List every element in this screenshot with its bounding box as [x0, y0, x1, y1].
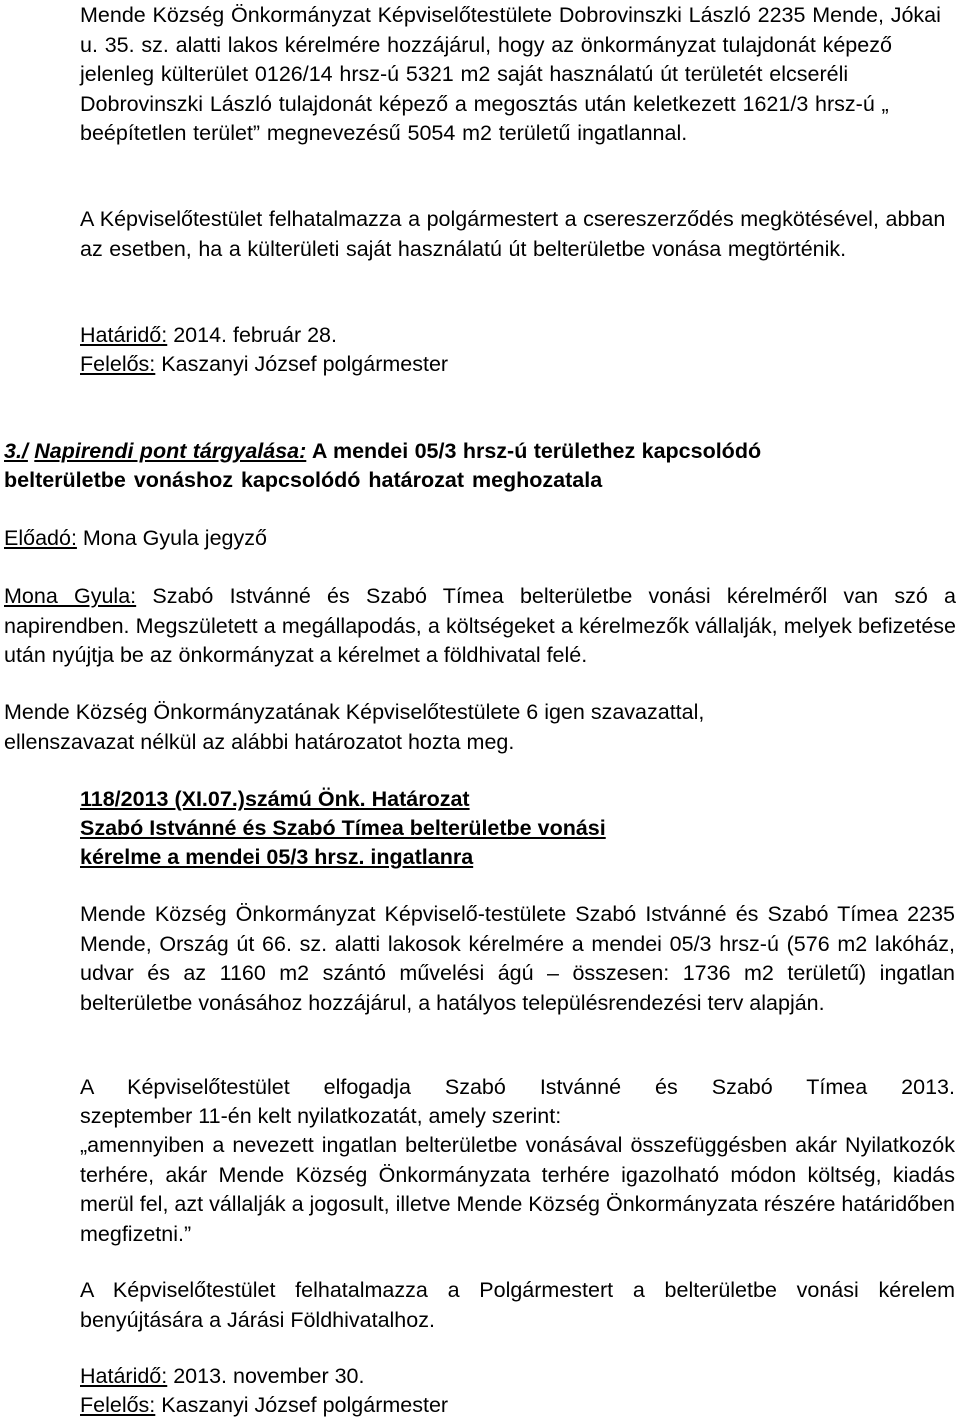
agenda-label: Napirendi pont tárgyalása:	[34, 439, 307, 463]
deadline-value: 2014. február 28.	[167, 323, 337, 347]
deadline-line	[80, 321, 955, 351]
resolution-paragraph-2-line2: szeptember 11-én kelt nyilatkozatát, amely szerint:	[80, 1104, 562, 1128]
responsible-label: Felelős:	[80, 352, 156, 376]
resolution-quote: „amennyiben a nevezett ingatlan belterületbe vonásával összefüggésben akár Nyilatkozók terhére, akár Mende Község Önkormányzata terhére igazolható módon költség, kiadás merül fel, azt vállalják a jogosult, illetve Mende Község Önkormányzata részére határidőben megfizetni.”	[80, 1133, 955, 1246]
agenda-number: 3./	[4, 439, 28, 463]
agenda-title: A mendei 05/3 hrsz-ú területhez kapcsolódó	[306, 439, 762, 463]
presenter-label: Előadó:	[4, 526, 77, 550]
resolution-deadline-label: Határidő:	[80, 1364, 168, 1388]
resolution-deadline-line	[80, 1362, 955, 1392]
resolution-subject-line1: Szabó Istvánné és Szabó Tímea belterületbe vonási	[80, 816, 606, 840]
resolution-responsible-value: Kaszanyi József polgármester	[155, 1393, 449, 1417]
resolution-deadline-value: 2013. november 30.	[167, 1364, 365, 1388]
responsible-value: Kaszanyi József polgármester	[155, 352, 449, 376]
resolution-body-paragraph: Mende Község Önkormányzat Képviselőtestülete Dobrovinszki László 2235 Mende, Jókai u. 35. sz. alatti lakos kérelmére hozzájárul, hogy az önkormányzat tulajdonát képező jelenleg külterület 0126/14 hrsz-ú 5321 m2 saját használatú út területét elcseréli Dobrovinszki László tulajdonát képező a megosztás után keletkezett 1621/3 hrsz-ú „ beépítetlen terület” megnevezésű 5054 m2 területű ingatlannal.	[80, 3, 941, 145]
speaker-paragraph	[4, 582, 956, 671]
resolution-number: 118/2013 (XI.07.)számú Önk. Határozat	[80, 787, 470, 811]
presenter-line	[4, 524, 956, 554]
vote-paragraph: Mende Község Önkormányzatának Képviselőtestülete 6 igen szavazattal, ellenszavazat nélkül az alábbi határozatot hozta meg.	[4, 700, 705, 754]
resolution-paragraph-2-line1: A Képviselőtestület elfogadja Szabó Istvánné és Szabó Tímea 2013.	[80, 1075, 955, 1099]
resolution-paragraph-1: Mende Község Önkormányzat Képviselő-testülete Szabó Istvánné és Szabó Tímea 2235 Mende, Ország út 66. sz. alatti lakosok kérelmére a mendei 05/3 hrsz-ú (576 m2 lakóház, udvar és az 1160 m2 szántó művelési ágú – összesen: 1736 m2 területű) ingatlan belterületbe vonásához hozzájárul, a hatályos településrendezési terv alapján.	[80, 902, 955, 1015]
speaker-label: Mona Gyula:	[4, 584, 137, 608]
agenda-title-line2: belterületbe vonáshoz kapcsolódó határozat meghozatala	[4, 468, 603, 492]
resolution-subject-line2: kérelme a mendei 05/3 hrsz. ingatlanra	[80, 845, 474, 869]
presenter-value: Mona Gyula jegyző	[76, 526, 267, 550]
responsible-line	[80, 350, 955, 380]
resolution-paragraph-3: A Képviselőtestület felhatalmazza a Polgármestert a belterületbe vonási kérelem benyújtására a Járási Földhivatalhoz.	[80, 1278, 955, 1332]
deadline-label: Határidő:	[80, 323, 168, 347]
resolution-responsible-label: Felelős:	[80, 1393, 156, 1417]
authorization-paragraph: A Képviselőtestület felhatalmazza a polgármestert a csereszerződés megkötésével, abban az esetben, ha a külterületi saját használatú út belterületbe vonása megtörténik.	[80, 207, 946, 261]
resolution-responsible-line	[80, 1391, 955, 1421]
agenda-heading	[4, 437, 956, 467]
speaker-text: Szabó Istvánné és Szabó Tímea belterületbe vonási kérelméről van szó a napirendben. Megszületett a megállapodás, a költségeket a kérelmezők vállalják, melyek befizetése után nyújtja be az önkormányzat a kérelmet a földhivatal felé.	[4, 584, 956, 667]
